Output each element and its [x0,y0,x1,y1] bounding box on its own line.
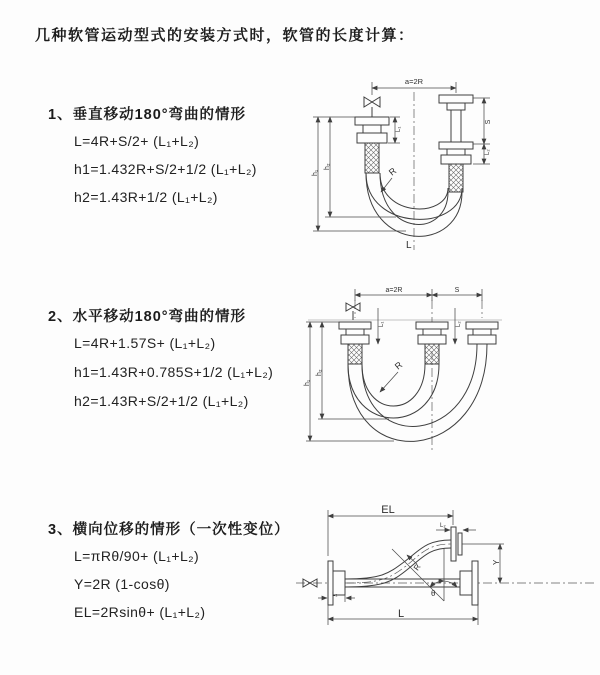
dimension-span [355,287,482,301]
diagram-vertical-move [296,70,596,256]
label-total-length: L [406,240,412,251]
dimension-l [328,605,478,625]
valve-icon [346,303,360,320]
label-radius: R [392,359,405,372]
fitting-right [466,322,498,344]
hose-curved [345,540,451,587]
braid-section [365,143,379,173]
label-dim-h1: h₁ [304,379,311,386]
section-1-heading: 1、垂直移动180°弯曲的情形 [48,107,247,123]
label-dim-l1: L₁ [332,592,338,598]
dimension-l2 [455,308,462,344]
dimension-l1 [378,308,385,344]
label-dim-l2: L₂ [456,321,462,327]
radius-callout [380,359,405,392]
label-dim-h2: h₂ [324,163,331,170]
radius-callout [381,165,399,192]
dimension-h2 [324,117,396,217]
section-2-formula-l: L=4R+1.57S+ (L₁+L₂) [74,335,216,351]
label-dim-l1: L₁ [379,321,385,327]
section-3-formula-y: Y=2R (1-cosθ) [74,576,170,592]
label-dim-h1: h₁ [312,169,319,176]
section-3-formula-el: EL=2Rsinθ+ (L₁+L₂) [74,604,206,620]
flange-right-original [460,561,478,605]
section-3-heading: 3、横向位移的情形（一次性变位） [48,522,290,538]
label-angle: θ [431,589,436,598]
label-dim-span: a=2R [404,77,424,86]
flange-right-displaced [451,527,462,561]
diagram-lateral-move [286,486,600,644]
fitting-left [339,322,371,364]
braid-section [348,344,362,364]
label-dim-l: L [398,608,405,620]
label-dim-y: Y [492,559,501,565]
diagram-horizontal-move [294,280,600,460]
fitting-middle [416,322,448,364]
valve-icon [364,97,380,117]
section-1-formula-h1: h1=1.432R+S/2+1/2 (L₁+L₂) [74,161,257,177]
label-dim-l2: L₂ [485,149,491,155]
label-dim-s: S [454,287,460,294]
page-title: 几种软管运动型式的安装方式时，软管的长度计算： [35,27,415,44]
label-radius: R [386,165,399,178]
section-2-heading: 2、水平移动180°弯曲的情形 [48,309,247,325]
dimension-el [328,504,453,556]
section-1-formula-l: L=4R+S/2+ (L₁+L₂) [74,133,200,149]
label-dim-span: a=2R [385,287,403,294]
hose-bend [348,344,487,441]
braid-section [425,344,439,364]
section-2-formula-h1: h1=1.43R+0.785S+1/2 (L₁+L₂) [74,364,274,380]
section-3-formula-l: L=πRθ/90+ (L₁+L₂) [74,548,200,564]
label-radius: R [411,562,423,573]
label-dim-l2: L₂ [440,523,446,529]
label-dim-l1: L₁ [396,126,402,132]
label-dim-el: EL [381,504,395,516]
dimension-l1 [388,117,402,143]
braid-section [449,164,463,192]
label-dim-h2: h₂ [316,369,323,376]
dimension-stroke [473,98,492,164]
fitting-left [355,117,389,173]
dimension-l1 [318,590,355,602]
label-dim-s: S [485,119,492,125]
flange-left [328,561,345,605]
fitting-right [439,95,473,192]
section-1-formula-h2: h2=1.43R+1/2 (L₁+L₂) [74,189,218,205]
section-2-formula-h2: h2=1.43R+S/2+1/2 (L₁+L₂) [74,393,249,409]
